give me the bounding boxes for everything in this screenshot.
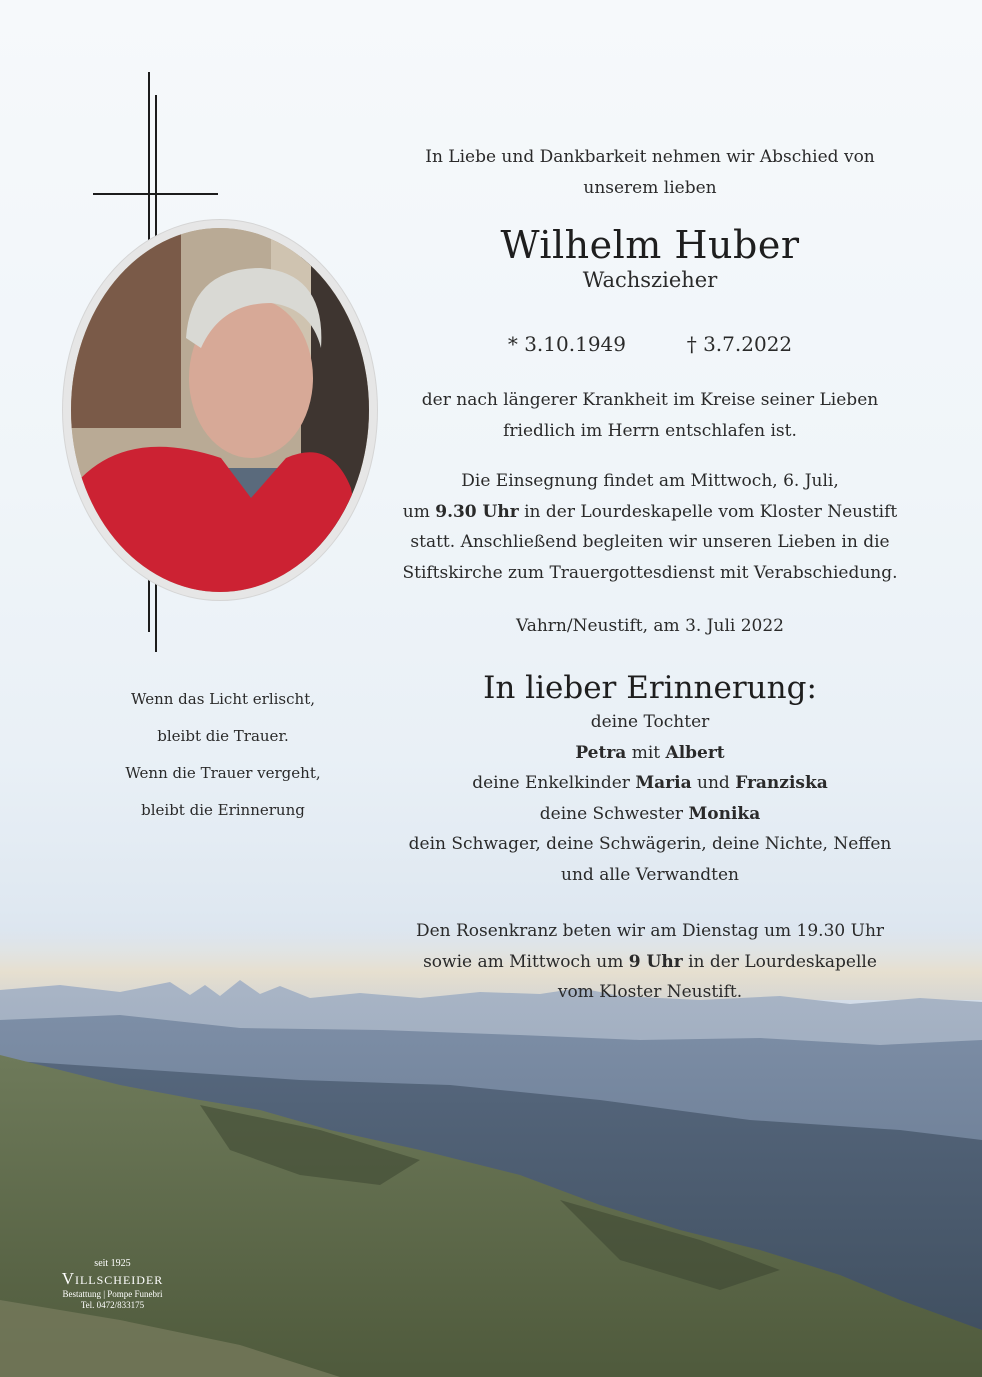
mourners-block — [400, 669, 900, 890]
passing-line-2: friedlich im Herrn entschlafen ist. — [503, 420, 797, 441]
deceased-occupation: Wachszieher — [582, 268, 718, 292]
intro-line-1: In Liebe und Dankbarkeit nehmen wir Abschied von — [425, 147, 875, 167]
sister-line: deine Schwester Monika — [539, 803, 761, 824]
poem — [110, 681, 336, 829]
intro-line-2: unserem lieben — [583, 177, 717, 198]
passing-line-1: der nach längerer Krankheit im Kreise seiner Lieben — [421, 390, 879, 410]
grandchildren-line: deine Enkelkinder Maria und Franziska — [472, 773, 828, 793]
rosary-line-3: vom Kloster Neustift. — [557, 982, 743, 1002]
service-line-4: Stiftskirche zum Trauergottesdienst mit Verabschiedung. — [402, 562, 898, 583]
deceased-block — [400, 223, 900, 293]
logo-brand: Villscheider — [61, 1269, 164, 1288]
service-line-1: Die Einsegnung findet am Mittwoch, 6. Juli, — [461, 471, 839, 491]
rosary-text — [400, 916, 900, 1008]
mourners-heading: In lieber Erinnerung: — [483, 670, 817, 706]
poem-line-2: bleibt die Trauer. — [157, 727, 289, 745]
logo-phone: Tel. 0472/833175 — [80, 1300, 145, 1310]
place-date — [400, 611, 900, 642]
logo-tagline: Bestattung | Pompe Funebri — [62, 1289, 163, 1299]
deceased-name: Wilhelm Huber — [500, 223, 800, 267]
poem-line-1: Wenn das Licht erlischt, — [131, 690, 315, 708]
funeral-home-logo — [40, 1258, 185, 1311]
relatives-line-1: dein Schwager, deine Schwägerin, deine Nichte, Neffen — [408, 834, 892, 854]
daughter-line: Petra mit Albert — [575, 742, 725, 763]
relatives-line-2: und alle Verwandten — [561, 864, 739, 885]
daughter-label: deine Tochter — [590, 712, 710, 732]
passing-text — [400, 385, 900, 446]
service-text — [400, 466, 900, 588]
place-date-text: Vahrn/Neustift, am 3. Juli 2022 — [516, 616, 784, 636]
portrait-frame — [63, 220, 377, 600]
announcement-intro — [400, 142, 900, 203]
poem-line-3: Wenn die Trauer vergeht, — [125, 764, 321, 782]
service-time: 9.30 Uhr — [435, 501, 519, 522]
poem-line-4: bleibt die Erinnerung — [141, 801, 305, 819]
service-line-3: statt. Anschließend begleiten wir unseren Lieben in die — [410, 532, 890, 552]
portrait-photo — [71, 228, 369, 592]
life-dates — [400, 332, 900, 356]
service-line-2: um 9.30 Uhr in der Lourdeskapelle vom Kloster Neustift — [402, 501, 898, 522]
death-date: † 3.7.2022 — [686, 332, 793, 356]
logo-since: seit 1925 — [94, 1258, 131, 1269]
rosary-line-2: sowie am Mittwoch um 9 Uhr in der Lourdeskapelle — [423, 951, 877, 972]
rosary-line-1: Den Rosenkranz beten wir am Dienstag um 19.30 Uhr — [415, 921, 885, 941]
birth-date: * 3.10.1949 — [507, 332, 626, 356]
